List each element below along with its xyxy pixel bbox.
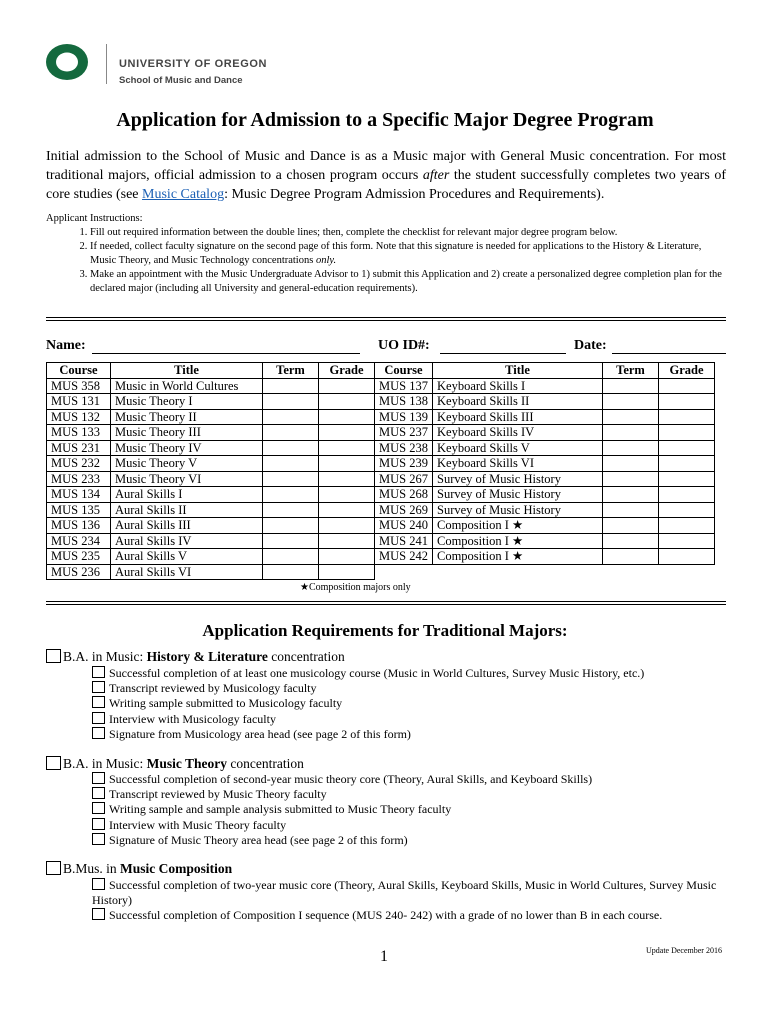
concentration-history-literature: B.A. in Music: History & Literature concentration	[46, 649, 345, 665]
header-course: Course	[47, 363, 111, 379]
term-cell[interactable]	[603, 518, 659, 534]
checklist-item: Successful completion of Composition I sequence (MUS 240- 242) with a grade of no lower than B in each course.	[92, 908, 722, 923]
table-row	[375, 549, 715, 565]
grade-cell[interactable]	[319, 471, 375, 487]
grade-cell[interactable]	[659, 425, 715, 441]
course-title: Survey of Music History	[433, 487, 603, 503]
date-label: Date:	[574, 338, 607, 353]
grade-cell[interactable]	[659, 471, 715, 487]
course-code: MUS 131	[47, 394, 111, 410]
table-row	[375, 440, 715, 456]
table-row	[375, 394, 715, 410]
course-code: MUS 240	[375, 518, 433, 534]
course-code: MUS 239	[375, 456, 433, 472]
table-row	[47, 564, 375, 580]
instruction-item: 1. Fill out required information between the double lines; then, complete the checklist for relevant major degree program below.	[90, 226, 726, 240]
table-row	[47, 549, 375, 565]
term-cell[interactable]	[603, 487, 659, 503]
course-title: Music in World Cultures	[111, 378, 263, 394]
uo-logo-icon	[44, 42, 90, 82]
term-cell[interactable]	[263, 564, 319, 580]
core-courses-table-right	[374, 362, 715, 565]
header-title: Title	[433, 363, 603, 379]
checkbox[interactable]	[92, 802, 105, 814]
date-field[interactable]	[612, 353, 726, 354]
checkbox[interactable]	[92, 818, 105, 830]
composition-note: ★Composition majors only	[300, 582, 411, 593]
table-row	[375, 409, 715, 425]
checklist-item: Signature from Musicology area head (see page 2 of this form)	[92, 727, 722, 742]
course-code: MUS 358	[47, 378, 111, 394]
term-cell[interactable]	[263, 471, 319, 487]
course-code: MUS 238	[375, 440, 433, 456]
course-title: Keyboard Skills I	[433, 378, 603, 394]
table-row	[47, 533, 375, 549]
checklist-item: Transcript reviewed by Music Theory faculty	[92, 787, 722, 802]
header-grade: Grade	[319, 363, 375, 379]
grade-cell[interactable]	[659, 409, 715, 425]
concentration-music-theory: B.A. in Music: Music Theory concentration	[46, 756, 304, 772]
checkbox[interactable]	[92, 787, 105, 799]
grade-cell[interactable]	[659, 518, 715, 534]
applicant-instructions	[46, 212, 726, 296]
course-title: Music Theory III	[111, 425, 263, 441]
grade-cell[interactable]	[319, 564, 375, 580]
grade-cell[interactable]	[319, 487, 375, 503]
grade-cell[interactable]	[659, 456, 715, 472]
header-grade: Grade	[659, 363, 715, 379]
school-name: School of Music and Dance	[119, 75, 243, 86]
course-code: MUS 241	[375, 533, 433, 549]
instruction-item: 2. If needed, collect faculty signature on the second page of this form. Note that this signature is needed for applications to the History & Literature, Music Theory, and Music Technology concentrations only.	[90, 240, 726, 268]
history-literature-checklist	[92, 666, 722, 742]
grade-cell[interactable]	[319, 456, 375, 472]
header-title: Title	[111, 363, 263, 379]
checklist-item: Successful completion of second-year music theory core (Theory, Aural Skills, and Keyboard Skills)	[92, 772, 722, 787]
course-title: Music Theory VI	[111, 471, 263, 487]
term-cell[interactable]	[603, 409, 659, 425]
course-code: MUS 134	[47, 487, 111, 503]
checkbox[interactable]	[92, 666, 105, 678]
checklist-item: Interview with Music Theory faculty	[92, 818, 722, 833]
course-title: Music Theory II	[111, 409, 263, 425]
course-title: Music Theory I	[111, 394, 263, 410]
term-cell[interactable]	[263, 378, 319, 394]
double-line-bottom-2	[46, 604, 726, 605]
checklist-item: Successful completion of two-year music core (Theory, Aural Skills, Keyboard Skills, Music in World Cultures, Survey Music History)	[92, 878, 717, 908]
table-row	[47, 409, 375, 425]
page-number: 1	[380, 948, 388, 965]
course-code: MUS 234	[47, 533, 111, 549]
grade-cell[interactable]	[659, 378, 715, 394]
table-row	[375, 378, 715, 394]
header-term: Term	[263, 363, 319, 379]
double-line-top	[46, 317, 726, 318]
table-header-row	[375, 363, 715, 379]
grade-cell[interactable]	[319, 533, 375, 549]
grade-cell[interactable]	[319, 440, 375, 456]
table-row	[47, 440, 375, 456]
term-cell[interactable]	[603, 549, 659, 565]
course-code: MUS 237	[375, 425, 433, 441]
checkbox[interactable]	[92, 696, 105, 708]
course-title: Music Theory V	[111, 456, 263, 472]
grade-cell[interactable]	[659, 549, 715, 565]
name-label: Name:	[46, 338, 86, 353]
course-code: MUS 231	[47, 440, 111, 456]
grade-cell[interactable]	[319, 409, 375, 425]
table-row	[375, 518, 715, 534]
page-title: Application for Admission to a Specific Major Degree Program	[116, 109, 654, 131]
term-cell[interactable]	[263, 394, 319, 410]
course-code: MUS 139	[375, 409, 433, 425]
double-line-bottom	[46, 601, 726, 602]
term-cell[interactable]	[263, 440, 319, 456]
grade-cell[interactable]	[319, 518, 375, 534]
requirements-title: Application Requirements for Traditional Majors:	[202, 621, 568, 640]
table-row	[47, 378, 375, 394]
table-row	[375, 456, 715, 472]
table-row	[47, 487, 375, 503]
table-row	[47, 471, 375, 487]
term-cell[interactable]	[263, 502, 319, 518]
checklist-item: Transcript reviewed by Musicology faculty	[92, 681, 722, 696]
term-cell[interactable]	[263, 533, 319, 549]
course-code: MUS 133	[47, 425, 111, 441]
grade-cell[interactable]	[319, 502, 375, 518]
composition-checklist	[92, 878, 722, 924]
music-theory-checklist	[92, 772, 722, 848]
table-row	[47, 425, 375, 441]
course-code: MUS 242	[375, 549, 433, 565]
term-cell[interactable]	[603, 394, 659, 410]
course-title: Aural Skills II	[111, 502, 263, 518]
checkbox[interactable]	[92, 833, 105, 845]
course-title: Aural Skills V	[111, 549, 263, 565]
checkbox[interactable]	[92, 681, 105, 693]
checkbox[interactable]	[92, 727, 105, 739]
grade-cell[interactable]	[319, 549, 375, 565]
course-title: Aural Skills IV	[111, 533, 263, 549]
table-row	[47, 502, 375, 518]
course-title: Keyboard Skills V	[433, 440, 603, 456]
intro-paragraph: Initial admission to the School of Music and Dance is as a Music major with General Music concentration. For most traditional majors, official admission to a chosen program occurs after the student successfully completes two years of core studies (see Music Catalog: Music Degree Program Admission Procedures and Requirements).	[46, 149, 726, 202]
logo-divider	[106, 44, 107, 84]
course-title: Keyboard Skills IV	[433, 425, 603, 441]
term-cell[interactable]	[603, 440, 659, 456]
checkbox[interactable]	[92, 712, 105, 724]
grade-cell[interactable]	[319, 378, 375, 394]
music-catalog-link[interactable]: Music Catalog	[142, 187, 225, 202]
course-code: MUS 269	[375, 502, 433, 518]
term-cell[interactable]	[603, 502, 659, 518]
course-code: MUS 137	[375, 378, 433, 394]
grade-cell[interactable]	[659, 487, 715, 503]
term-cell[interactable]	[263, 549, 319, 565]
course-title: Composition I ★	[433, 533, 603, 549]
concentration-composition: B.Mus. in Music Composition	[46, 861, 232, 877]
course-title: Survey of Music History	[433, 502, 603, 518]
checkbox[interactable]	[46, 756, 61, 770]
course-code: MUS 267	[375, 471, 433, 487]
checklist-item: Writing sample and sample analysis submitted to Music Theory faculty	[92, 802, 722, 817]
name-field[interactable]	[92, 353, 360, 354]
grade-cell[interactable]	[319, 425, 375, 441]
course-title: Survey of Music History	[433, 471, 603, 487]
checkbox[interactable]	[46, 649, 61, 663]
university-name: UNIVERSITY OF OREGON	[119, 58, 268, 70]
double-line-top-2	[46, 320, 726, 321]
course-code: MUS 235	[47, 549, 111, 565]
course-title: Aural Skills III	[111, 518, 263, 534]
checkbox[interactable]	[46, 861, 61, 875]
term-cell[interactable]	[603, 533, 659, 549]
course-title: Keyboard Skills VI	[433, 456, 603, 472]
update-date: Update December 2016	[646, 946, 722, 955]
term-cell[interactable]	[263, 487, 319, 503]
checklist-item: Interview with Musicology faculty	[92, 712, 722, 727]
checklist-item: Writing sample submitted to Musicology faculty	[92, 696, 722, 711]
instructions-heading: Applicant Instructions:	[46, 213, 143, 224]
course-code: MUS 136	[47, 518, 111, 534]
term-cell[interactable]	[263, 425, 319, 441]
course-title: Composition I ★	[433, 549, 603, 565]
course-title: Keyboard Skills II	[433, 394, 603, 410]
term-cell[interactable]	[603, 425, 659, 441]
uo-id-label: UO ID#:	[378, 338, 430, 353]
term-cell[interactable]	[263, 518, 319, 534]
course-code: MUS 138	[375, 394, 433, 410]
instruction-item: 3. Make an appointment with the Music Undergraduate Advisor to 1) submit this Application and 2) create a personalized degree completion plan for the declared major (including all University and general-education requirements).	[90, 268, 726, 296]
course-title: Composition I ★	[433, 518, 603, 534]
course-title: Music Theory IV	[111, 440, 263, 456]
table-row	[375, 471, 715, 487]
checklist-item: Successful completion of at least one musicology course (Music in World Cultures, Survey Music History, etc.)	[92, 666, 722, 681]
grade-cell[interactable]	[659, 533, 715, 549]
course-code: MUS 132	[47, 409, 111, 425]
course-code: MUS 268	[375, 487, 433, 503]
course-code: MUS 232	[47, 456, 111, 472]
term-cell[interactable]	[603, 471, 659, 487]
grade-cell[interactable]	[659, 502, 715, 518]
term-cell[interactable]	[263, 409, 319, 425]
table-row	[375, 533, 715, 549]
checkbox[interactable]	[92, 772, 105, 784]
course-title: Aural Skills VI	[111, 564, 263, 580]
core-courses-table-left	[46, 362, 375, 580]
term-cell[interactable]	[263, 456, 319, 472]
grade-cell[interactable]	[659, 440, 715, 456]
grade-cell[interactable]	[319, 394, 375, 410]
checkbox[interactable]	[92, 878, 105, 890]
header-term: Term	[603, 363, 659, 379]
course-title: Keyboard Skills III	[433, 409, 603, 425]
table-row	[375, 425, 715, 441]
table-row	[47, 456, 375, 472]
uo-id-field[interactable]	[440, 353, 566, 354]
applicant-info-row	[46, 338, 726, 356]
checkbox[interactable]	[92, 908, 105, 920]
grade-cell[interactable]	[659, 394, 715, 410]
table-row	[375, 502, 715, 518]
term-cell[interactable]	[603, 378, 659, 394]
course-title: Aural Skills I	[111, 487, 263, 503]
checklist-item: Signature of Music Theory area head (see page 2 of this form)	[92, 833, 722, 848]
table-row	[47, 518, 375, 534]
table-row	[375, 487, 715, 503]
header-course: Course	[375, 363, 433, 379]
course-code: MUS 135	[47, 502, 111, 518]
term-cell[interactable]	[603, 456, 659, 472]
table-header-row	[47, 363, 375, 379]
course-code: MUS 233	[47, 471, 111, 487]
course-code: MUS 236	[47, 564, 111, 580]
table-row	[47, 394, 375, 410]
